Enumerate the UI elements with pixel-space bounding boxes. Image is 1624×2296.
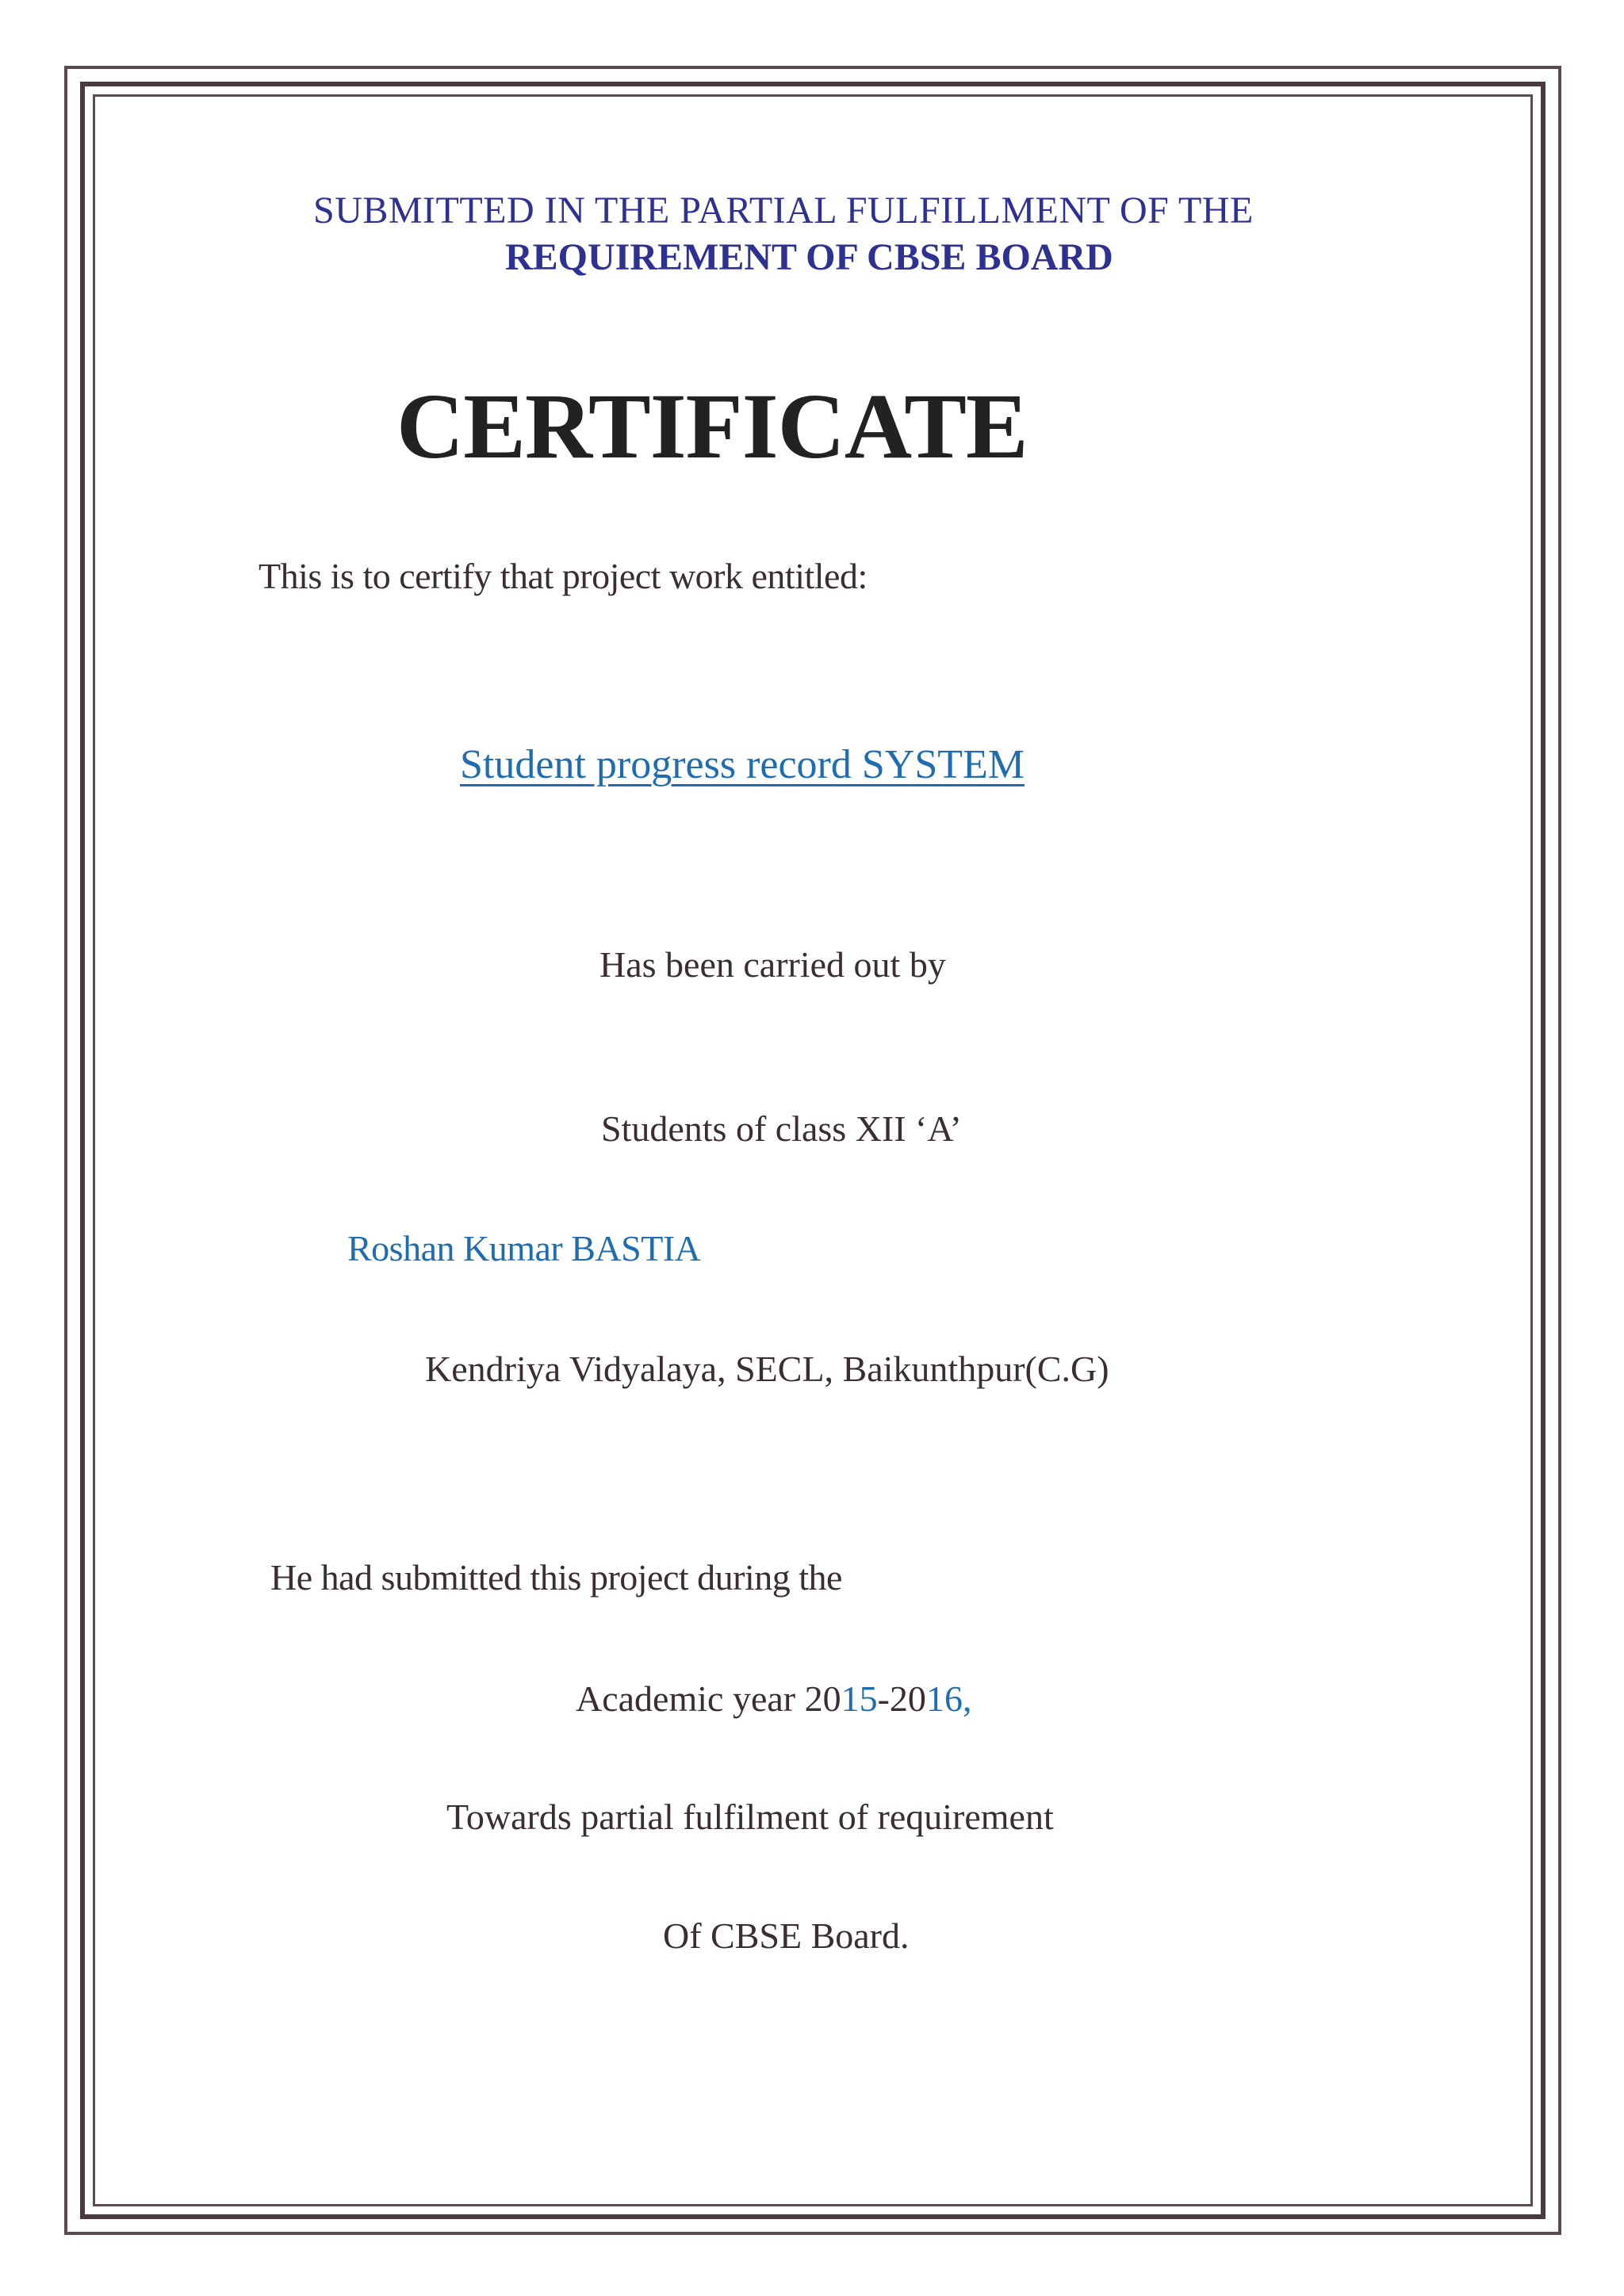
academic-year-dash: -20 (877, 1678, 926, 1719)
student-name: Roshan Kumar BASTIA (347, 1228, 701, 1269)
academic-year (576, 1678, 971, 1720)
school-name: Kendriya Vidyalaya, SECL, Baikunthpur(C.G) (425, 1349, 1109, 1389)
academic-year-comma: , (962, 1678, 972, 1719)
towards-text: Towards partial fulfilment of requirement (446, 1797, 1054, 1837)
academic-year-start: 15 (841, 1678, 878, 1719)
header-line-2: REQUIREMENT OF CBSE BOARD (505, 236, 1113, 278)
certify-statement: This is to certify that project work entitled: (259, 556, 868, 596)
certificate-title: CERTIFICATE (396, 374, 1028, 478)
academic-year-end: 16 (925, 1678, 963, 1719)
header-line-1: SUBMITTED IN THE PARTIAL FULFILLMENT OF THE (313, 189, 1254, 232)
class-text: Students of class XII ‘A’ (601, 1108, 962, 1149)
carried-out-text: Has been carried out by (599, 944, 946, 985)
academic-year-prefix: Academic year 20 (576, 1678, 841, 1719)
project-title: Student progress record SYSTEM (460, 742, 1025, 787)
board-text: Of CBSE Board. (663, 1915, 910, 1956)
submitted-statement: He had submitted this project during the (270, 1557, 842, 1598)
